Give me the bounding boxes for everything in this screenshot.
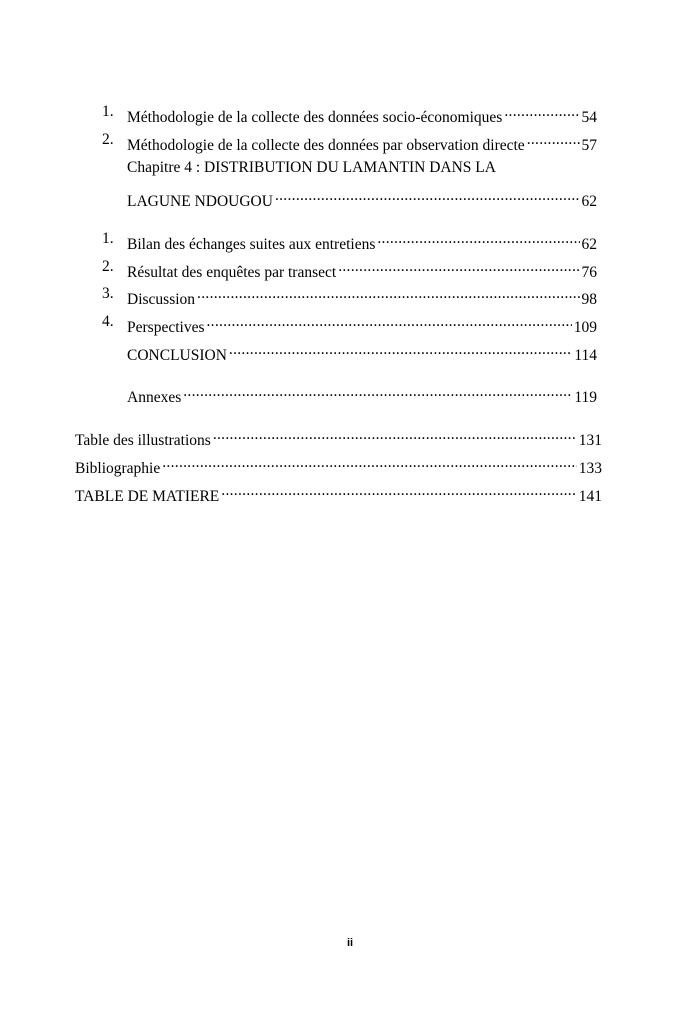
toc-entry-number: 1.: [102, 230, 114, 247]
toc-entry[interactable]: [102, 102, 597, 128]
toc-entry[interactable]: [75, 481, 602, 507]
toc-entry-label: TABLE DE MATIERE: [75, 488, 220, 505]
toc-entry[interactable]: [102, 229, 597, 255]
toc-entry[interactable]: [75, 453, 602, 479]
toc-chapter-title-line1: Chapitre 4 : DISTRIBUTION DU LAMANTIN DANS LA: [127, 159, 496, 176]
toc-entry-page: 98: [581, 291, 597, 308]
toc-entry-number: 3.: [102, 285, 114, 302]
toc-entry-label: LAGUNE NDOUGOU: [127, 193, 273, 210]
dot-leader: [206, 312, 571, 332]
dot-leader: [162, 453, 577, 473]
dot-leader: [377, 229, 579, 249]
toc-entry-label: Table des illustrations: [75, 432, 211, 449]
toc-entry-page: 109: [573, 319, 597, 336]
toc-entry[interactable]: [75, 425, 602, 451]
dot-leader: [275, 186, 580, 206]
dot-leader: [183, 382, 572, 402]
dot-leader: [229, 340, 572, 360]
toc-entry-label: Bilan des échanges suites aux entretiens: [127, 236, 376, 253]
toc-entry[interactable]: [102, 257, 597, 283]
toc-entry-page: 76: [581, 264, 597, 281]
toc-entry[interactable]: [127, 340, 597, 366]
toc-entry-label: Méthodologie de la collecte des données par observation directe: [127, 137, 525, 154]
toc-entry[interactable]: [102, 130, 597, 156]
toc-entry-label: Résultat des enquêtes par transect: [127, 264, 337, 281]
dot-leader: [221, 481, 576, 501]
toc-entry-label: Méthodologie de la collecte des données socio-économiques: [127, 109, 503, 126]
toc-entry-page: 119: [574, 389, 597, 406]
dot-leader: [504, 102, 579, 122]
toc-entry-page: 62: [581, 236, 597, 253]
toc-entry-page: 131: [578, 432, 602, 449]
dot-leader: [213, 425, 577, 445]
toc-entry-page: 133: [578, 460, 602, 477]
toc-entry-label: Bibliographie: [75, 460, 161, 477]
toc-entry[interactable]: [102, 312, 597, 338]
toc-entry-page: 114: [574, 347, 597, 364]
dot-leader: [527, 130, 580, 150]
toc-entry-page: 62: [581, 193, 597, 210]
toc-entry-number: 2.: [102, 258, 114, 275]
toc-entry-label: Annexes: [127, 389, 182, 406]
toc-entry-number: 2.: [102, 131, 114, 148]
page-number: ii: [346, 937, 354, 949]
toc-entry-page: 54: [581, 109, 597, 126]
toc-entry-page: 141: [578, 488, 602, 505]
toc-entry-label: Perspectives: [127, 319, 205, 336]
toc-entry-page: 57: [581, 137, 597, 154]
toc-entry[interactable]: [127, 382, 597, 408]
toc-entry-number: 1.: [102, 103, 114, 120]
dot-leader: [338, 257, 579, 277]
dot-leader: [197, 284, 579, 304]
toc-entry[interactable]: [127, 186, 597, 212]
toc-entry[interactable]: [102, 284, 597, 310]
toc-entry-number: 4.: [102, 313, 114, 330]
toc-entry-label: Discussion: [127, 291, 196, 308]
toc-entry-label: CONCLUSION: [127, 347, 227, 364]
